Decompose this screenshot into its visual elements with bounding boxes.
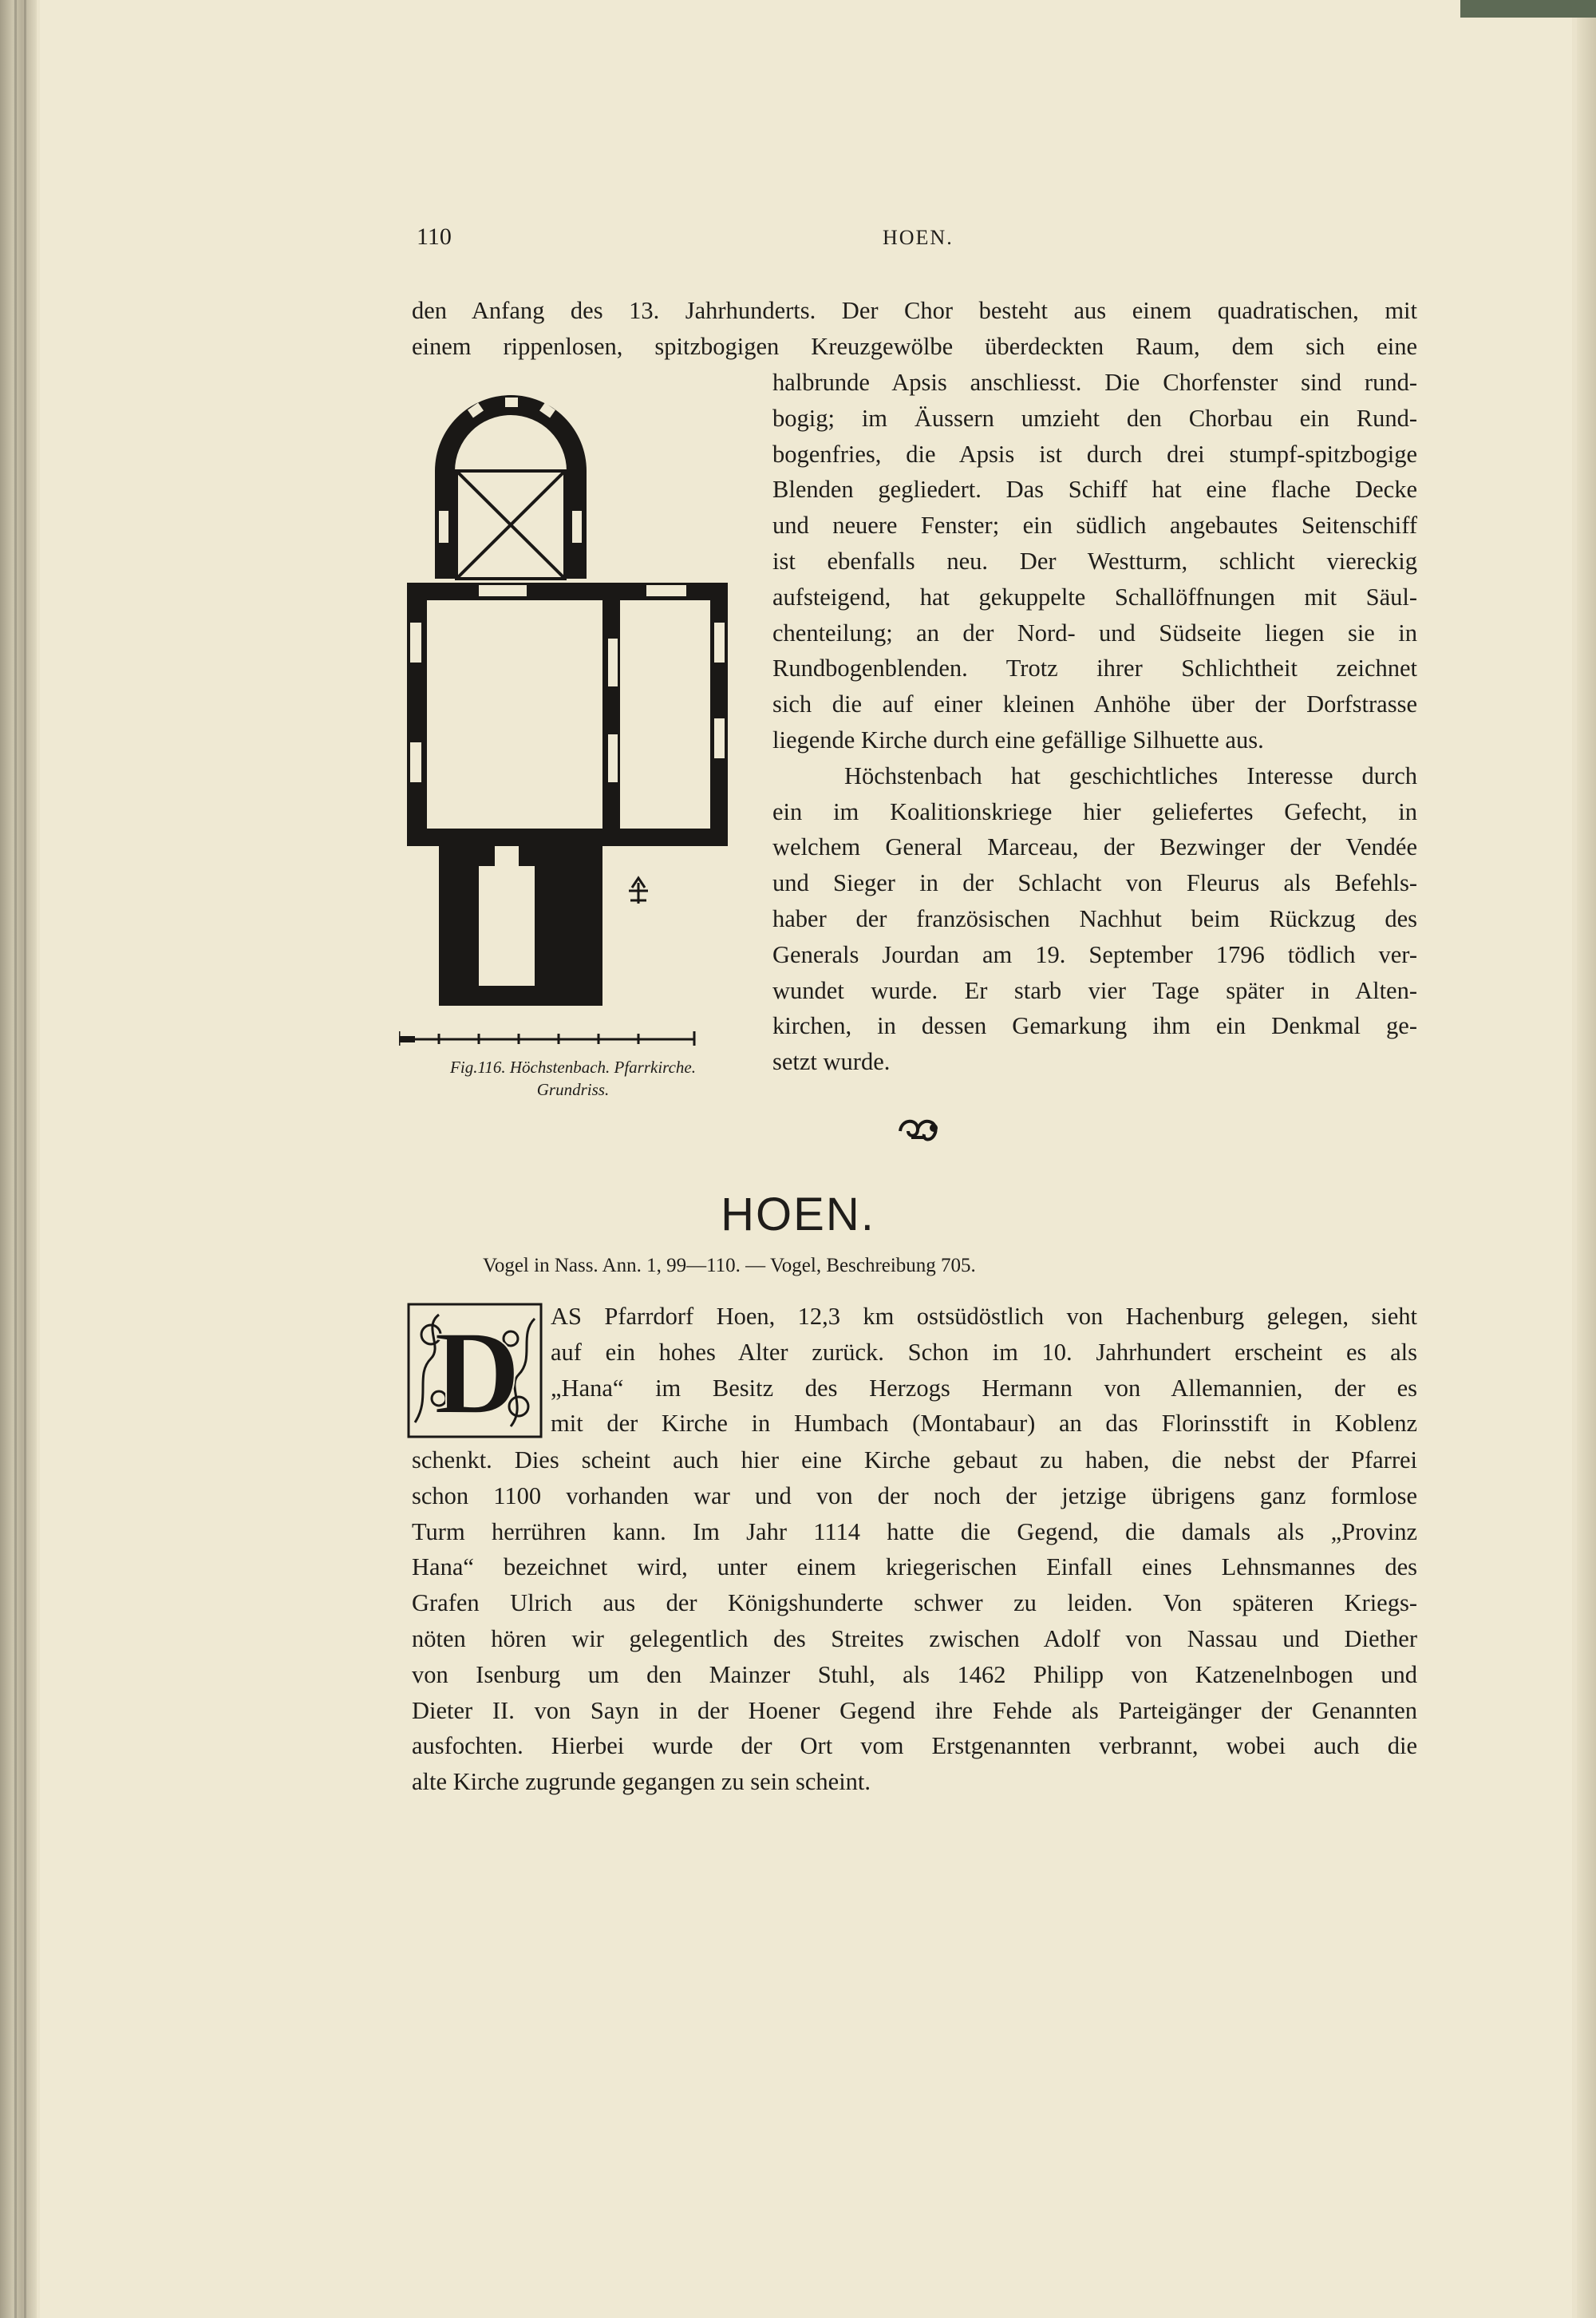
binding-line	[14, 0, 17, 2318]
text-line: Blenden gegliedert. Das Schiff hat eine flache Decke	[772, 476, 1417, 504]
text-line: ist ebenfalls neu. Der Westturm, schlicht viereckig	[772, 547, 1417, 575]
running-head: HOEN.	[883, 226, 954, 249]
text-line: kirchen, in dessen Gemarkung ihm ein Denkmal ge-	[772, 1012, 1417, 1040]
text-line: bogig; im Äussern umzieht den Chorbau ein Rund-	[772, 404, 1417, 432]
drop-cap-letter: D	[433, 1307, 521, 1438]
fleuron-ornament	[894, 1114, 942, 1149]
text-line: mit der Kirche in Humbach (Montabaur) an das Florinsstift in Koblenz	[551, 1410, 1417, 1438]
text-line: liegende Kirche durch eine gefällige Silhuette aus.	[772, 726, 1264, 754]
text-line: von Isenburg um den Mainzer Stuhl, als 1462 Philipp von Katzenelnbogen und	[412, 1660, 1417, 1688]
text-line: aufsteigend, hat gekuppelte Schallöffnungen mit Säul-	[772, 583, 1417, 611]
text-line: Hana“ bezeichnet wird, unter einem kriegerischen Einfall eines Lehnsmannes des	[412, 1553, 1417, 1581]
text-line: halbrunde Apsis anschliesst. Die Chorfenster sind rund-	[772, 369, 1417, 396]
text-line: ein im Koalitionskriege hier geliefertes Gefecht, in	[772, 797, 1417, 825]
church-ground-plan-figure	[399, 383, 750, 1046]
text-line: den Anfang des 13. Jahrhunderts. Der Chor besteht aus einem quadratischen, mit	[412, 297, 1417, 324]
text-line: „Hana“ im Besitz des Herzogs Hermann von Allemannien, der es	[551, 1374, 1417, 1402]
text-line: AS Pfarrdorf Hoen, 12,3 km ostsüdöstlich von Hachenburg gelegen, sieht	[551, 1303, 1417, 1330]
continuation-text-full	[412, 293, 1417, 365]
text-line: ausfochten. Hierbei wurde der Ort vom Erstgenannten verbrannt, wobei auch die	[412, 1732, 1417, 1760]
drop-cap-initial-ornament	[407, 1303, 543, 1438]
text-line: haber der französischen Nachhut beim Rückzug des	[772, 904, 1417, 932]
text-line: wundet wurde. Er starb vier Tage später in Alten-	[772, 976, 1417, 1004]
caption-line: Grundriss.	[536, 1080, 610, 1099]
text-line: Dieter II. von Sayn in der Hoener Gegend ihre Fehde als Parteigänger der Genannten	[412, 1696, 1417, 1724]
text-line: Generals Jourdan am 19. September 1796 tödlich ver-	[772, 940, 1417, 968]
text-line: Grafen Ulrich aus der Königshunderte schwer zu leiden. Von späteren Kriegs-	[412, 1589, 1417, 1617]
text-line: welchem General Marceau, der Bezwinger der Vendée	[772, 833, 1417, 861]
text-line: chenteilung; an der Nord- und Südseite liegen sie in	[772, 619, 1417, 647]
binding-line	[24, 0, 26, 2318]
text-line: alte Kirche zugrunde gegangen zu sein scheint.	[412, 1768, 871, 1796]
text-line: Turm herrühren kann. Im Jahr 1114 hatte die Gegend, die damals als „Provinz	[412, 1517, 1417, 1545]
cover-corner	[1460, 0, 1596, 18]
section-heading: HOEN.	[721, 1189, 875, 1240]
text-line: Rundbogenblenden. Trotz ihrer Schlichtheit zeichnet	[772, 655, 1417, 682]
text-line: einem rippenlosen, spitzbogigen Kreuzgewölbe überdeckten Raum, dem sich eine	[412, 332, 1417, 360]
page-edge	[1577, 0, 1596, 2318]
figure-caption	[397, 1056, 749, 1101]
text-line: schenkt. Dies scheint auch hier eine Kirche gebaut zu haben, die nebst der Pfarrei	[412, 1446, 1417, 1473]
text-line: schon 1100 vorhanden war und von der noch der jetzige übrigens ganz formlose	[412, 1481, 1417, 1509]
page-number: 110	[417, 223, 452, 250]
continuation-text-column	[772, 365, 1417, 1080]
caption-line: Fig.116. Höchstenbach. Pfarrkirche.	[450, 1058, 696, 1077]
text-line: Höchstenbach hat geschichtliches Interesse durch	[844, 761, 1417, 789]
text-line: setzt wurde.	[772, 1048, 891, 1076]
literature-references: Vogel in Nass. Ann. 1, 99—110. — Vogel, Beschreibung 705.	[483, 1255, 976, 1276]
text-line: bogenfries, die Apsis ist durch drei stumpf-spitzbogige	[772, 440, 1417, 468]
text-line: auf ein hohes Alter zurück. Schon im 10. Jahrhundert erscheint es als	[551, 1338, 1417, 1366]
text-line: nöten hören wir gelegentlich des Streites zwischen Adolf von Nassau und Diether	[412, 1624, 1417, 1652]
text-line: sich die auf einer kleinen Anhöhe über der Dorfstrasse	[772, 690, 1417, 718]
book-binding	[0, 0, 37, 2318]
text-line: und Sieger in der Schlacht von Fleurus als Befehls-	[772, 869, 1417, 897]
text-line: und neuere Fenster; ein südlich angebautes Seitenschiff	[772, 512, 1417, 540]
hoen-text-indented	[551, 1299, 1417, 1442]
hoen-text-full	[412, 1442, 1417, 1800]
